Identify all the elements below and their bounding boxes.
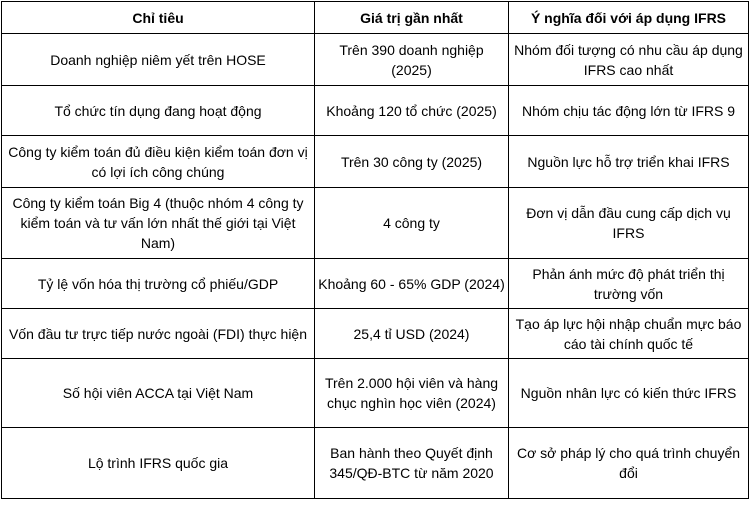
table-row [2,34,749,86]
value-cell: Trên 30 công ty (2025) [315,136,509,188]
indicator-cell: Vốn đầu tư trực tiếp nước ngoài (FDI) thực hiện [2,309,315,359]
indicator-cell: Công ty kiểm toán Big 4 (thuộc nhóm 4 công ty kiểm toán và tư vấn lớn nhất thế giới tại Việt Nam) [2,188,315,259]
meaning-cell: Tạo áp lực hội nhập chuẩn mực báo cáo tài chính quốc tế [509,309,749,359]
table-row [2,428,749,499]
header-latest-value: Giá trị gần nhất [315,2,509,34]
value-cell: Trên 390 doanh nghiệp (2025) [315,34,509,86]
value-cell: 4 công ty [315,188,509,259]
meaning-cell: Đơn vị dẫn đầu cung cấp dịch vụ IFRS [509,188,749,259]
table-row [2,86,749,136]
meaning-cell: Nguồn lực hỗ trợ triển khai IFRS [509,136,749,188]
table-row [2,136,749,188]
value-cell: Khoảng 120 tổ chức (2025) [315,86,509,136]
value-cell: Trên 2.000 hội viên và hàng chục nghìn học viên (2024) [315,359,509,428]
meaning-cell: Phản ánh mức độ phát triển thị trường vốn [509,259,749,309]
table-row [2,259,749,309]
header-indicator: Chỉ tiêu [2,2,315,34]
meaning-cell: Nguồn nhân lực có kiến thức IFRS [509,359,749,428]
indicator-cell: Công ty kiểm toán đủ điều kiện kiểm toán đơn vị có lợi ích công chúng [2,136,315,188]
table-row [2,188,749,259]
indicator-cell: Tỷ lệ vốn hóa thị trường cổ phiếu/GDP [2,259,315,309]
header-row [2,2,749,34]
indicator-cell: Tổ chức tín dụng đang hoạt động [2,86,315,136]
meaning-cell: Nhóm chịu tác động lớn từ IFRS 9 [509,86,749,136]
value-cell: Ban hành theo Quyết định 345/QĐ-BTC từ năm 2020 [315,428,509,499]
table-row [2,359,749,428]
ifrs-indicators-table [1,1,749,499]
value-cell: 25,4 tỉ USD (2024) [315,309,509,359]
value-cell: Khoảng 60 - 65% GDP (2024) [315,259,509,309]
indicator-cell: Số hội viên ACCA tại Việt Nam [2,359,315,428]
indicator-cell: Doanh nghiệp niêm yết trên HOSE [2,34,315,86]
meaning-cell: Cơ sở pháp lý cho quá trình chuyển đổi [509,428,749,499]
table-row [2,309,749,359]
indicator-cell: Lộ trình IFRS quốc gia [2,428,315,499]
header-ifrs-meaning: Ý nghĩa đối với áp dụng IFRS [509,2,749,34]
meaning-cell: Nhóm đối tượng có nhu cầu áp dụng IFRS cao nhất [509,34,749,86]
